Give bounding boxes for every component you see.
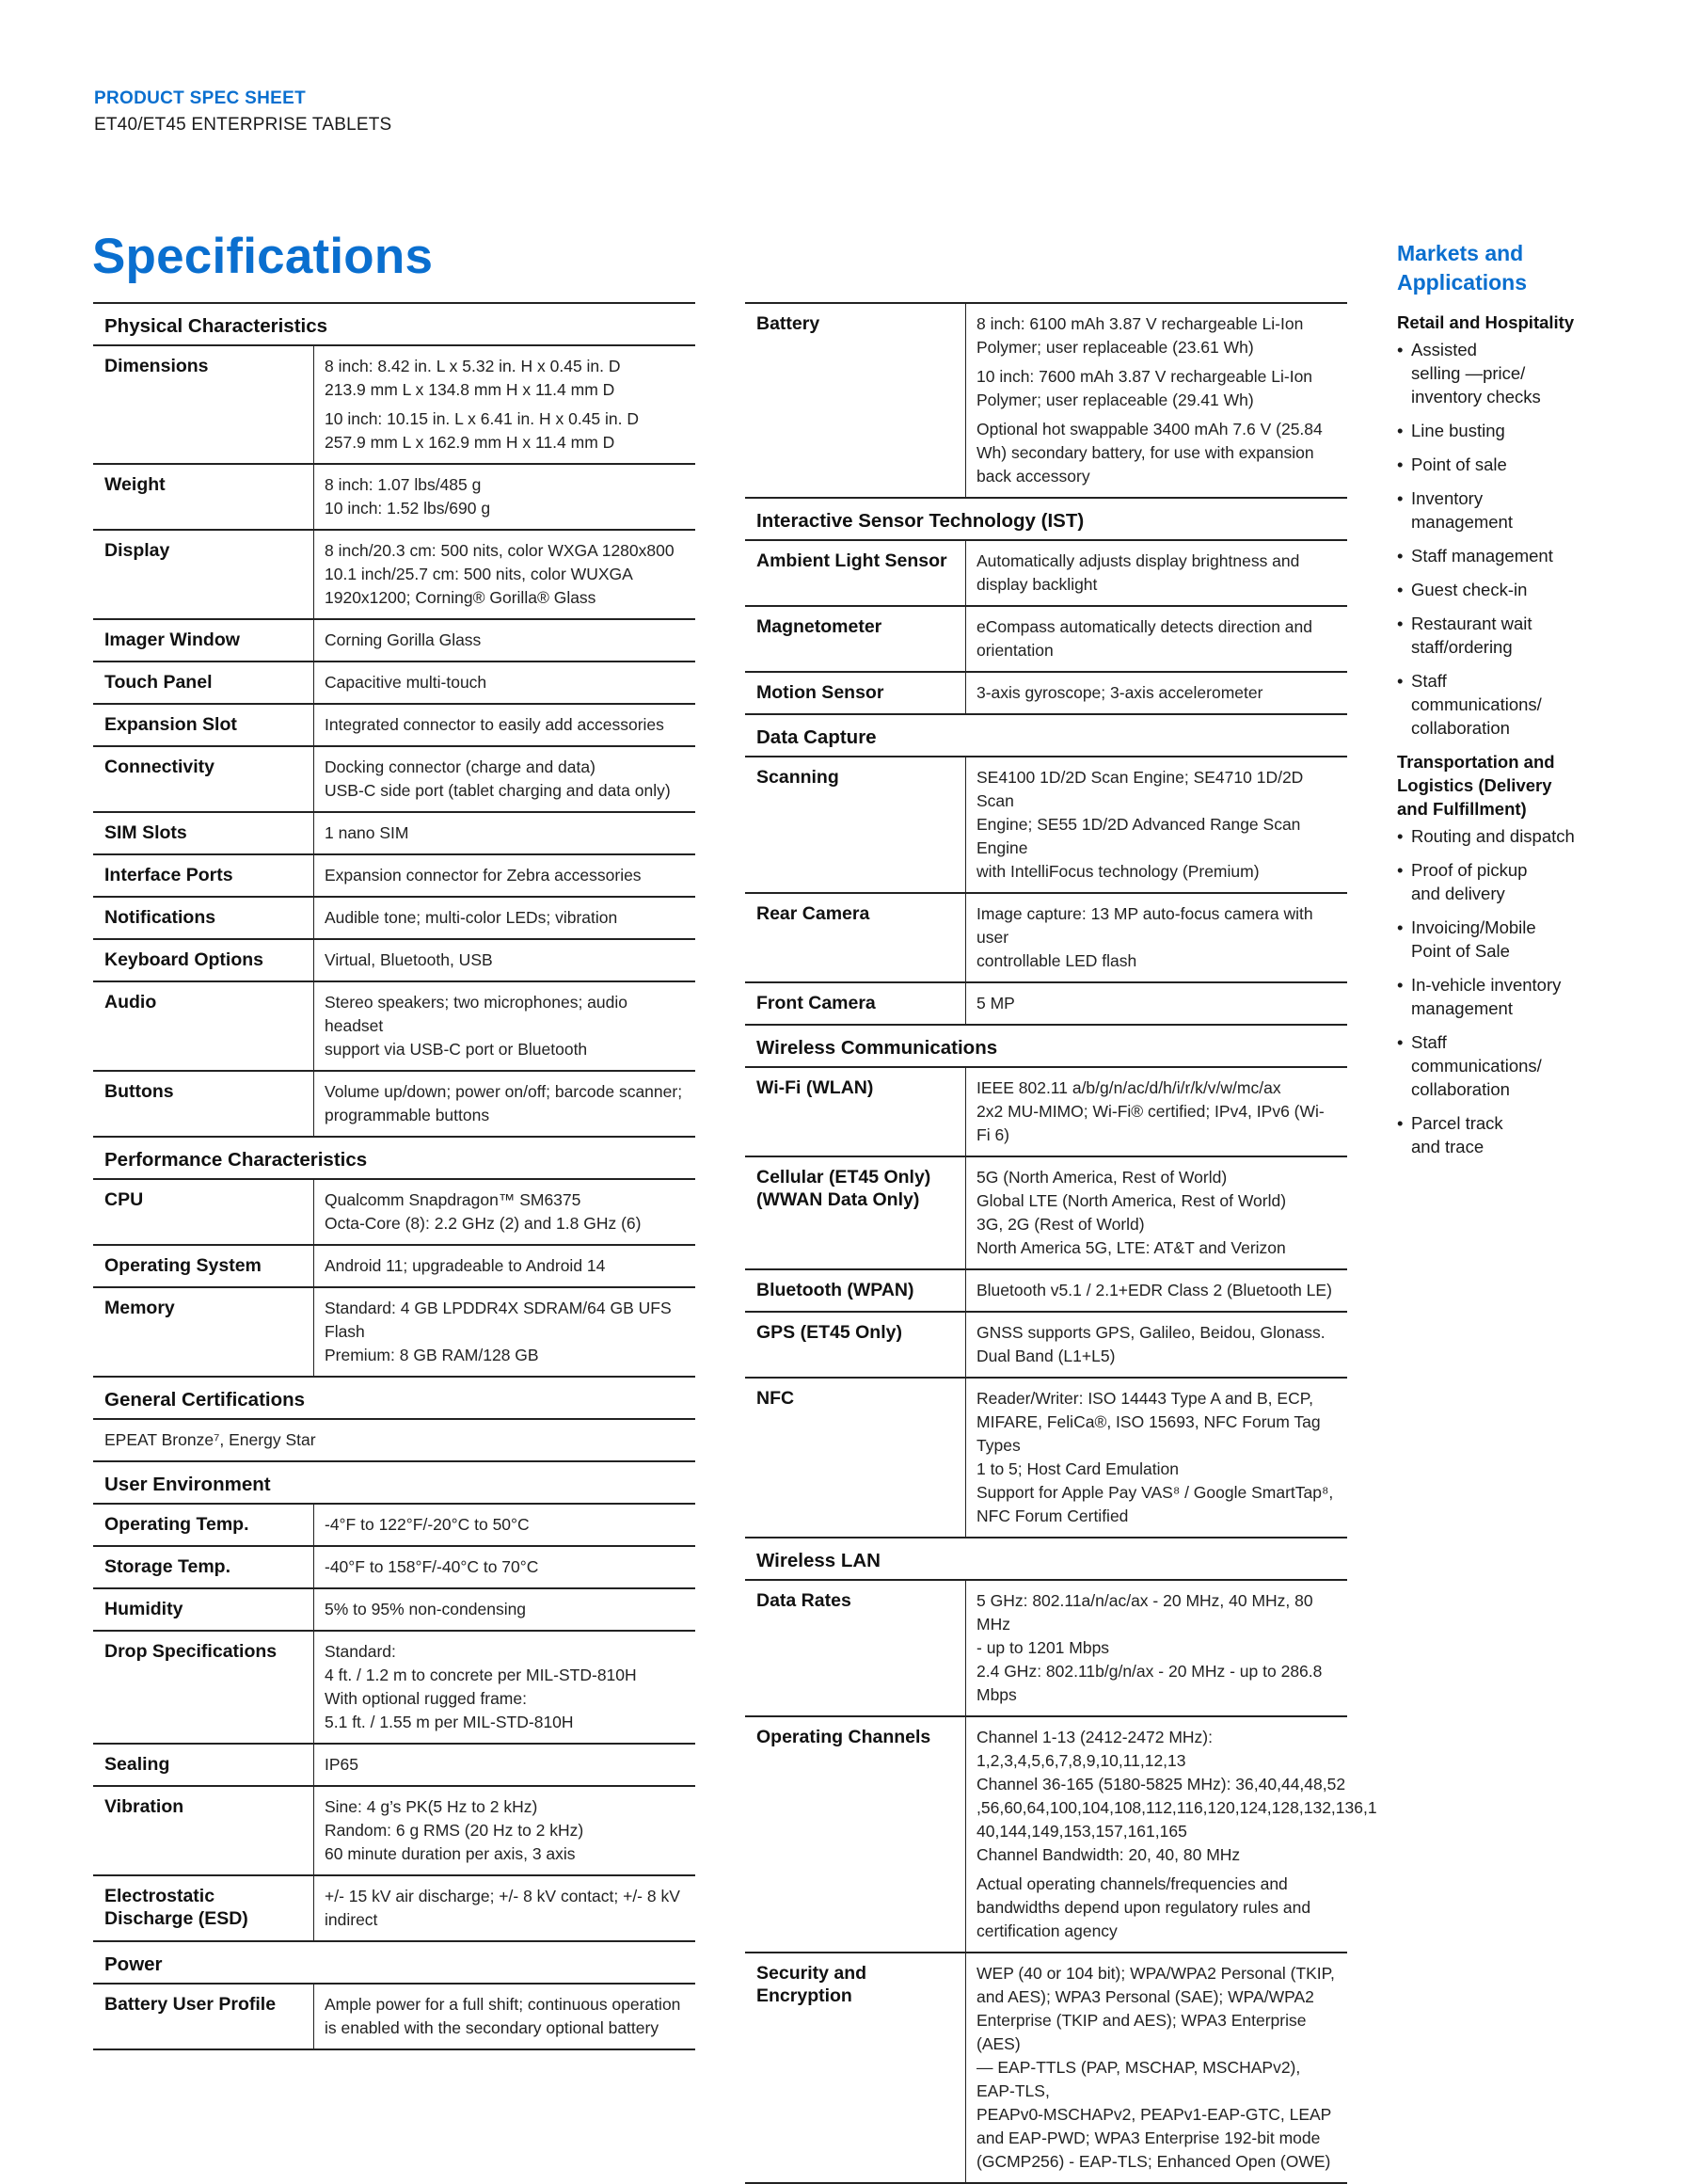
spec-value-paragraph: 5 MP (976, 994, 1015, 1012)
spec-value (966, 1157, 1347, 1268)
spec-value (966, 894, 1347, 981)
spec-value (314, 1745, 695, 1785)
sidebar-list (1397, 824, 1660, 1158)
spec-label: Audio (93, 982, 314, 1070)
spec-row-scanning (745, 756, 1347, 892)
spec-value-paragraph: 8 inch: 1.07 lbs/485 g 10 inch: 1.52 lbs/690 g (325, 475, 491, 518)
spec-row-drop-specifications (93, 1630, 695, 1743)
spec-value-paragraph: 8 inch: 6100 mAh 3.87 V rechargeable Li-Ion Polymer; user replaceable (23.61 Wh) (976, 314, 1304, 357)
spec-value-paragraph: Docking connector (charge and data) USB-C side port (tablet charging and data only) (325, 757, 671, 800)
spec-value (314, 465, 695, 529)
section-heading-data-capture: Data Capture (745, 713, 1347, 756)
spec-label: Battery User Profile (93, 1985, 314, 2048)
spec-value (314, 1180, 695, 1244)
sidebar-group-title: Retail and Hospitality (1397, 312, 1575, 332)
spec-value (966, 1270, 1347, 1311)
section-heading-physical-characteristics: Physical Characteristics (93, 302, 695, 344)
spec-label: Front Camera (745, 983, 966, 1024)
spec-value (966, 1379, 1347, 1537)
spec-label: Memory (93, 1288, 314, 1376)
spec-value-paragraph: GNSS supports GPS, Galileo, Beidou, Glonass. Dual Band (L1+L5) (976, 1323, 1326, 1365)
spec-value-paragraph: Bluetooth v5.1 / 2.1+EDR Class 2 (Bluetooth LE) (976, 1281, 1332, 1299)
spec-row-battery-user-profile (93, 1983, 695, 2048)
spec-row-connectivity (93, 745, 695, 811)
spec-row-weight (93, 463, 695, 529)
spec-label: Ambient Light Sensor (745, 541, 966, 605)
spec-value-paragraph: 3-axis gyroscope; 3-axis accelerometer (976, 683, 1263, 702)
spec-label: Rear Camera (745, 894, 966, 981)
spec-value (966, 541, 1347, 605)
spec-label: Operating System (93, 1246, 314, 1286)
spec-label: Touch Panel (93, 662, 314, 703)
sidebar-list-item: • Staff communications/ collaboration (1397, 669, 1660, 740)
spec-label: Wi-Fi (WLAN) (745, 1068, 966, 1156)
spec-row-notifications (93, 896, 695, 938)
spec-row-bluetooth-wpan (745, 1268, 1347, 1311)
spec-value-paragraph: 10 inch: 7600 mAh 3.87 V rechargeable Li-Ion Polymer; user replaceable (29.41 Wh) (976, 367, 1313, 409)
spec-row-buttons (93, 1070, 695, 1136)
spec-row-front-camera (745, 981, 1347, 1024)
sidebar-title: Markets and Applications (1397, 241, 1528, 295)
table-end-rule (93, 2048, 695, 2050)
spec-value (314, 1246, 695, 1286)
spec-row-sealing (93, 1743, 695, 1785)
spec-value-paragraph: Capacitive multi-touch (325, 673, 487, 692)
sheet-type-label: PRODUCT SPEC SHEET (94, 88, 306, 108)
spec-row-vibration (93, 1785, 695, 1874)
spec-value (966, 607, 1347, 671)
spec-value-paragraph: -4°F to 122°F/-20°C to 50°C (325, 1515, 530, 1534)
section-heading-wireless-lan: Wireless LAN (745, 1537, 1347, 1579)
spec-value-paragraph: Volume up/down; power on/off; barcode scanner; programmable buttons (325, 1082, 683, 1124)
spec-label: Buttons (93, 1072, 314, 1136)
spec-value-paragraph: 5 GHz: 802.11a/n/ac/ax - 20 MHz, 40 MHz, 80 MHz - up to 1201 Mbps 2.4 GHz: 802.11b/g/n/ax - 20 MHz - up to 286.8 Mbps (976, 1591, 1323, 1704)
spec-value-paragraph: 5% to 95% non-condensing (325, 1600, 527, 1618)
spec-label: Keyboard Options (93, 940, 314, 980)
spec-value (314, 662, 695, 703)
spec-value-paragraph: IEEE 802.11 a/b/g/n/ac/d/h/i/r/k/v/w/mc/ax 2x2 MU-MIMO; Wi-Fi® certified; IPv4, IPv6 (Wi-Fi 6) (976, 1078, 1325, 1144)
sidebar-list-item: • Inventory management (1397, 486, 1660, 534)
spec-label: Humidity (93, 1589, 314, 1630)
spec-value-paragraph: 5G (North America, Rest of World) Global LTE (North America, Rest of World) 3G, 2G (Rest of World) North America 5G, LTE: AT&T and Verizon (976, 1168, 1287, 1257)
spec-label: Expansion Slot (93, 705, 314, 745)
spec-value (314, 705, 695, 745)
spec-label: Operating Temp. (93, 1505, 314, 1545)
spec-label: Security and Encryption (745, 1953, 966, 2182)
spec-value (314, 531, 695, 618)
spec-label: Motion Sensor (745, 673, 966, 713)
spec-value (314, 1589, 695, 1630)
spec-row-magnetometer (745, 605, 1347, 671)
spec-value (314, 1547, 695, 1587)
sidebar-groups (1397, 311, 1660, 1158)
spec-value (314, 1632, 695, 1743)
section-heading-user-environment: User Environment (93, 1460, 695, 1503)
spec-label: Weight (93, 465, 314, 529)
spec-value-paragraph: Automatically adjusts display brightness and display backlight (976, 551, 1300, 594)
spec-label: Bluetooth (WPAN) (745, 1270, 966, 1311)
spec-value-paragraph: 8 inch: 8.42 in. L x 5.32 in. H x 0.45 in. D 213.9 mm L x 134.8 mm H x 11.4 mm D (325, 357, 621, 399)
section-heading-general-certifications: General Certifications (93, 1376, 695, 1418)
section-heading-performance-characteristics: Performance Characteristics (93, 1136, 695, 1178)
spec-column-left (93, 302, 695, 2050)
spec-row-interface-ports (93, 853, 695, 896)
spec-value (314, 1288, 695, 1376)
spec-value (966, 983, 1347, 1024)
spec-value-paragraph: Corning Gorilla Glass (325, 630, 482, 649)
spec-value-paragraph: Reader/Writer: ISO 14443 Type A and B, ECP, MIFARE, FeliCa®, ISO 15693, NFC Forum Tag Types 1 to 5; Host Card Emulation Support for Apple Pay VAS⁸ / Google SmartTap⁸, NFC Forum Certified (976, 1389, 1334, 1525)
product-name: ET40/ET45 ENTERPRISE TABLETS (94, 115, 392, 135)
spec-row-operating-temp (93, 1503, 695, 1545)
section-heading-wireless-communications: Wireless Communications (745, 1024, 1347, 1066)
spec-value-paragraph: Standard: 4 GB LPDDR4X SDRAM/64 GB UFS Flash Premium: 8 GB RAM/128 GB (325, 1299, 672, 1364)
spec-label: Interface Ports (93, 855, 314, 896)
spec-value-paragraph: Integrated connector to easily add accessories (325, 715, 664, 734)
spec-value (314, 940, 695, 980)
spec-value (314, 1505, 695, 1545)
spec-row-electrostatic-discharge-esd (93, 1874, 695, 1940)
spec-row-battery (745, 302, 1347, 497)
sidebar-list-item: • Staff management (1397, 544, 1660, 567)
sidebar-list (1397, 338, 1660, 740)
spec-label: Data Rates (745, 1581, 966, 1715)
spec-row-operating-channels (745, 1715, 1377, 1952)
spec-value-full: EPEAT Bronze⁷, Energy Star (93, 1418, 695, 1460)
spec-column-middle (745, 302, 1377, 2184)
spec-value (966, 757, 1347, 892)
spec-value (966, 304, 1347, 497)
sidebar-list-item: • Invoicing/Mobile Point of Sale (1397, 916, 1660, 963)
spec-label: SIM Slots (93, 813, 314, 853)
spec-value (314, 620, 695, 661)
spec-label: Storage Temp. (93, 1547, 314, 1587)
spec-value (966, 673, 1347, 713)
spec-value-paragraph: +/- 15 kV air discharge; +/- 8 kV contact; +/- 8 kV indirect (325, 1887, 680, 1929)
spec-value-paragraph: Optional hot swappable 3400 mAh 7.6 V (25.84 Wh) secondary battery, for use with expansion back accessory (976, 420, 1323, 486)
spec-value-paragraph: eCompass automatically detects direction and orientation (976, 617, 1312, 660)
sidebar-list-item: • Guest check-in (1397, 578, 1660, 601)
spec-row-cpu (93, 1178, 695, 1244)
spec-value-paragraph: 10 inch: 10.15 in. L x 6.41 in. H x 0.45 in. D 257.9 mm L x 162.9 mm H x 11.4 mm D (325, 409, 639, 452)
sidebar-list-item: • Proof of pickup and delivery (1397, 858, 1660, 905)
section-heading-power: Power (93, 1940, 695, 1983)
spec-value-paragraph: IP65 (325, 1755, 358, 1774)
spec-row-motion-sensor (745, 671, 1347, 713)
spec-row-touch-panel (93, 661, 695, 703)
spec-label: Scanning (745, 757, 966, 892)
spec-value (314, 747, 695, 811)
sidebar-list-item: • In-vehicle inventory management (1397, 973, 1660, 1020)
spec-value (314, 982, 695, 1070)
spec-value-paragraph: Stereo speakers; two microphones; audio headset support via USB-C port or Bluetooth (325, 993, 627, 1059)
spec-row-audio (93, 980, 695, 1070)
spec-label: Battery (745, 304, 966, 497)
spec-value-paragraph: Standard: 4 ft. / 1.2 m to concrete per MIL-STD-810H With optional rugged frame: 5.1 ft. / 1.55 m per MIL-STD-810H (325, 1642, 637, 1731)
spec-label: Dimensions (93, 346, 314, 463)
spec-value-paragraph: 8 inch/20.3 cm: 500 nits, color WXGA 1280x800 10.1 inch/25.7 cm: 500 nits, color WUXGA 1920x1200; Corning® Gorilla® Glass (325, 541, 675, 607)
spec-value-paragraph: WEP (40 or 104 bit); WPA/WPA2 Personal (TKIP, and AES); WPA3 Personal (SAE); WPA/WPA2 Enterprise (TKIP and AES); WPA3 Enterprise (AES) — EAP-TTLS (PAP, MSCHAP, MSCHAPv2), EAP-TLS, PEAPv0-MSCHAPv2, PEAPv1-EAP-GTC, LEAP and EAP-PWD; WPA3 Enterprise 192-bit mode (GCMP256) - EAP-TLS; Enhanced Open (OWE) (976, 1964, 1335, 2171)
spec-label: NFC (745, 1379, 966, 1537)
sidebar-list-item: • Assisted selling —price/ inventory checks (1397, 338, 1660, 408)
sidebar-list-item: • Line busting (1397, 419, 1660, 442)
spec-row-rear-camera (745, 892, 1347, 981)
sidebar-list-item: • Point of sale (1397, 453, 1660, 476)
spec-value (314, 1072, 695, 1136)
spec-row-dimensions (93, 344, 695, 463)
spec-row-expansion-slot (93, 703, 695, 745)
spec-value (314, 855, 695, 896)
spec-row-sim-slots (93, 811, 695, 853)
spec-value (966, 1717, 1387, 1952)
spec-row-nfc (745, 1377, 1347, 1537)
spec-row-security-and-encryption (745, 1952, 1347, 2182)
spec-label: Magnetometer (745, 607, 966, 671)
spec-row-ambient-light-sensor (745, 539, 1347, 605)
spec-value-paragraph: Channel 1-13 (2412-2472 MHz): 1,2,3,4,5,6,7,8,9,10,11,12,13 Channel 36-165 (5180-5825 MHz): 36,40,44,48,52 ,56,60,64,100,104,108,112,116,120,124,128,132,136,1 40,144,149,153,157,161,165 Channel Bandwidth: 20, 40, 80 MHz (976, 1728, 1377, 1864)
spec-value (966, 1581, 1347, 1715)
spec-value (314, 346, 695, 463)
spec-row-operating-system (93, 1244, 695, 1286)
spec-row-keyboard-options (93, 938, 695, 980)
spec-value-paragraph: SE4100 1D/2D Scan Engine; SE4710 1D/2D Scan Engine; SE55 1D/2D Advanced Range Scan Engine with IntelliFocus technology (Premium) (976, 768, 1304, 881)
sidebar-list-item: • Parcel track and trace (1397, 1111, 1660, 1158)
spec-label: Notifications (93, 898, 314, 938)
spec-value-paragraph: Sine: 4 g’s PK(5 Hz to 2 kHz) Random: 6 g RMS (20 Hz to 2 kHz) 60 minute duration per axis, 3 axis (325, 1797, 584, 1863)
page-title: Specifications (92, 229, 434, 284)
sidebar-list-item: • Restaurant wait staff/ordering (1397, 612, 1660, 659)
spec-label: Drop Specifications (93, 1632, 314, 1743)
spec-value (314, 813, 695, 853)
spec-row-display (93, 529, 695, 618)
spec-label: Cellular (ET45 Only) (WWAN Data Only) (745, 1157, 966, 1268)
sidebar-list-item: • Staff communications/ collaboration (1397, 1030, 1660, 1101)
spec-value-paragraph: Ample power for a full shift; continuous operation is enabled with the secondary optional battery (325, 1995, 681, 2037)
sidebar-group-title: Transportation and Logistics (Delivery and Fulfillment) (1397, 752, 1555, 819)
spec-value (966, 1953, 1347, 2182)
spec-row-memory (93, 1286, 695, 1376)
spec-value (966, 1313, 1347, 1377)
spec-label: GPS (ET45 Only) (745, 1313, 966, 1377)
spec-value (966, 1068, 1347, 1156)
spec-value-paragraph: Audible tone; multi-color LEDs; vibration (325, 908, 618, 927)
markets-sidebar (1397, 239, 1660, 1169)
spec-label: Operating Channels (745, 1717, 966, 1952)
spec-value-paragraph: Qualcomm Snapdragon™ SM6375 Octa-Core (8): 2.2 GHz (2) and 1.8 GHz (6) (325, 1190, 642, 1233)
spec-row-imager-window (93, 618, 695, 661)
spec-row-storage-temp (93, 1545, 695, 1587)
spec-label: Sealing (93, 1745, 314, 1785)
spec-value (314, 1876, 695, 1940)
spec-row-humidity (93, 1587, 695, 1630)
spec-value-paragraph: 1 nano SIM (325, 823, 409, 842)
spec-row-cellular-et45-only-wwan-data-only (745, 1156, 1347, 1268)
spec-value (314, 898, 695, 938)
spec-label: Vibration (93, 1787, 314, 1874)
spec-label: Electrostatic Discharge (ESD) (93, 1876, 314, 1940)
spec-label: Connectivity (93, 747, 314, 811)
spec-value-paragraph: Image capture: 13 MP auto-focus camera with user controllable LED flash (976, 904, 1313, 970)
spec-label: Display (93, 531, 314, 618)
spec-value (314, 1787, 695, 1874)
spec-row-gps-et45-only (745, 1311, 1347, 1377)
section-heading-interactive-sensor-technology-ist: Interactive Sensor Technology (IST) (745, 497, 1347, 539)
spec-value-paragraph: Expansion connector for Zebra accessories (325, 866, 642, 885)
spec-value-paragraph: Android 11; upgradeable to Android 14 (325, 1256, 606, 1275)
spec-row-data-rates (745, 1579, 1347, 1715)
spec-row-wi-fi-wlan (745, 1066, 1347, 1156)
spec-value-paragraph: Virtual, Bluetooth, USB (325, 950, 493, 969)
sidebar-list-item: • Routing and dispatch (1397, 824, 1660, 848)
spec-label: Imager Window (93, 620, 314, 661)
spec-value (314, 1985, 695, 2048)
spec-label: CPU (93, 1180, 314, 1244)
spec-value-paragraph: Actual operating channels/frequencies and bandwidths depend upon regulatory rules and certification agency (976, 1874, 1311, 1940)
spec-value-paragraph: -40°F to 158°F/-40°C to 70°C (325, 1557, 539, 1576)
